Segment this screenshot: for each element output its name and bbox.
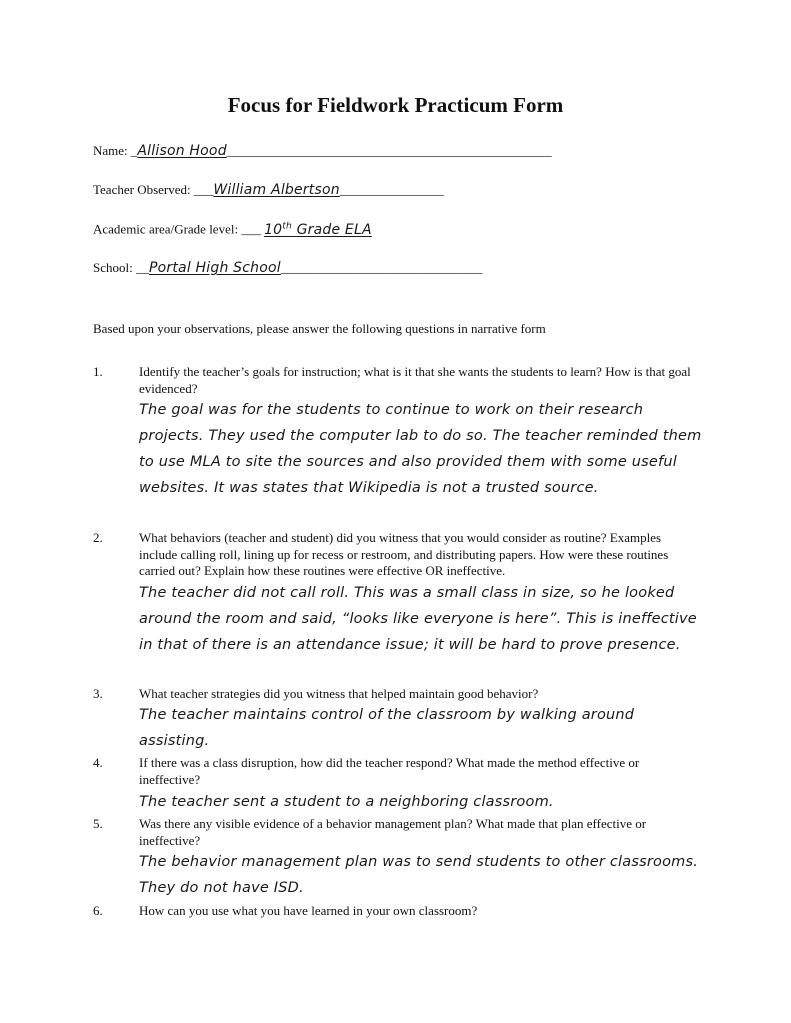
question-number: 1. <box>93 364 103 379</box>
name-line: __________________________________________________ <box>226 143 552 158</box>
academic-area-label: Academic area/Grade level: ___ <box>93 221 265 237</box>
answer-4: The teacher sent a student to a neighboring classroom. <box>139 794 554 810</box>
question-text: How can you use what you have learned in your own classroom? <box>139 903 478 918</box>
name-field <box>93 143 552 159</box>
name-label: Name: _ <box>93 143 138 158</box>
form-title: Focus for Fieldwork Practicum Form <box>227 93 564 117</box>
teacher-observed-value: William Albertson <box>213 182 340 198</box>
question-number: 2. <box>93 530 103 545</box>
school-label: School: __ <box>93 260 149 275</box>
answer-5: The behavior management plan was to send students to other classrooms. They do not have ISD. <box>139 854 699 896</box>
question-text: Was there any visible evidence of a behavior management plan? What made that plan effective or ineffective? <box>139 816 647 848</box>
teacher-observed-line: ________________ <box>339 182 444 197</box>
question-text: What behaviors (teacher and student) did you witness that you would consider as routine? Examples include calling roll, lining up for recess or restroom, and distributing papers. How were these routines carried out? Explain how these routines were effective OR ineffective. <box>139 530 669 578</box>
answer-3: The teacher maintains control of the classroom by walking around assisting. <box>139 707 635 749</box>
question-number: 4. <box>93 755 103 770</box>
instructions-text: Based upon your observations, please answer the following questions in narrative form <box>93 321 546 336</box>
question-text: Identify the teacher’s goals for instruction; what is it that she wants the students to learn? How is that goal evidenced? <box>139 364 691 396</box>
school-field <box>93 260 482 276</box>
academic-area-value <box>264 222 372 238</box>
question-text: If there was a class disruption, how did the teacher respond? What made the method effective or ineffective? <box>139 755 640 787</box>
academic-area-field <box>93 221 372 238</box>
teacher-observed-label: Teacher Observed: ___ <box>93 182 214 197</box>
question-text: What teacher strategies did you witness that helped maintain good behavior? <box>139 686 539 701</box>
answer-2: The teacher did not call roll. This was a small class in size, so he looked around the room and said, “looks like everyone is here”. This is ineffective in that of there is an attendance issue; it will be hard to prove presence. <box>139 585 697 653</box>
teacher-observed-field <box>93 182 444 198</box>
grade-suffix: th <box>282 221 292 231</box>
answer-1: The goal was for the students to continue to work on their research projects. They used the computer lab to do so. The teacher reminded them to use MLA to site the sources and also provided them with some useful websites. It was states that Wikipedia is not a trusted source. <box>139 402 702 496</box>
question-number: 6. <box>93 903 103 918</box>
grade-subject: Grade ELA <box>291 221 372 238</box>
grade-number: 10 <box>264 221 283 238</box>
school-value: Portal High School <box>148 260 281 276</box>
question-number: 3. <box>93 686 103 701</box>
name-value: Allison Hood <box>137 143 227 159</box>
question-number: 5. <box>93 816 103 831</box>
school-line: _______________________________ <box>280 260 483 275</box>
